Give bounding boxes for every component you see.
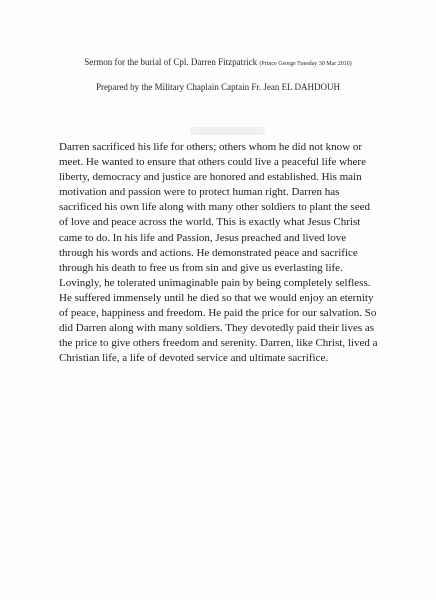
sermon-line: through his death to free us from sin and give us everlasting life. — [59, 261, 343, 274]
document-title — [0, 57, 436, 67]
sermon-line: through his words and actions. He demonstrated peace and sacrifice — [59, 246, 358, 259]
sermon-line: came to do. In his life and Passion, Jesus preached and lived love — [59, 231, 347, 244]
faint-smudge — [190, 127, 265, 135]
sermon-line: did Darren along with many soldiers. They devotedly paid their lives as — [59, 322, 375, 335]
sermon-line: Darren sacrificed his life for others; others whom he did not know or — [59, 141, 363, 153]
sermon-line: Lovingly, he tolerated unimaginable pain by being completely selfless. — [59, 276, 371, 289]
title-text: Sermon for the burial of Cpl. Darren Fitzpatrick — [84, 57, 258, 67]
sermon-line: meet. He wanted to ensure that others could live a peaceful life where — [59, 156, 366, 169]
sermon-body — [59, 140, 379, 366]
prepared-by-line: Prepared by the Military Chaplain Captain Fr. Jean EL DAHDOUH — [95, 82, 341, 92]
sermon-line: the price to give others freedom and serenity. Darren, like Christ, lived a — [59, 337, 378, 350]
sermon-line: Christian life, a life of devoted service and ultimate sacrifice. — [59, 352, 329, 365]
sermon-line: He suffered immensely until he died so that we would enjoy an eternity — [59, 291, 374, 304]
title-note: (Prince George Tuesday 30 Mar 2010) — [259, 61, 352, 67]
sermon-line: liberty, democracy and justice are honored and established. His main — [59, 171, 362, 184]
sermon-line: motivation and passion were to protect human right. Darren has — [59, 186, 340, 199]
sermon-line: of peace, happiness and freedom. He paid the price for our salvation. So — [59, 307, 377, 320]
sermon-line: sacrificed his own life along with many other soldiers to plant the seed — [59, 201, 370, 214]
sermon-line: of love and peace across the world. This is exactly what Jesus Christ — [59, 216, 361, 229]
